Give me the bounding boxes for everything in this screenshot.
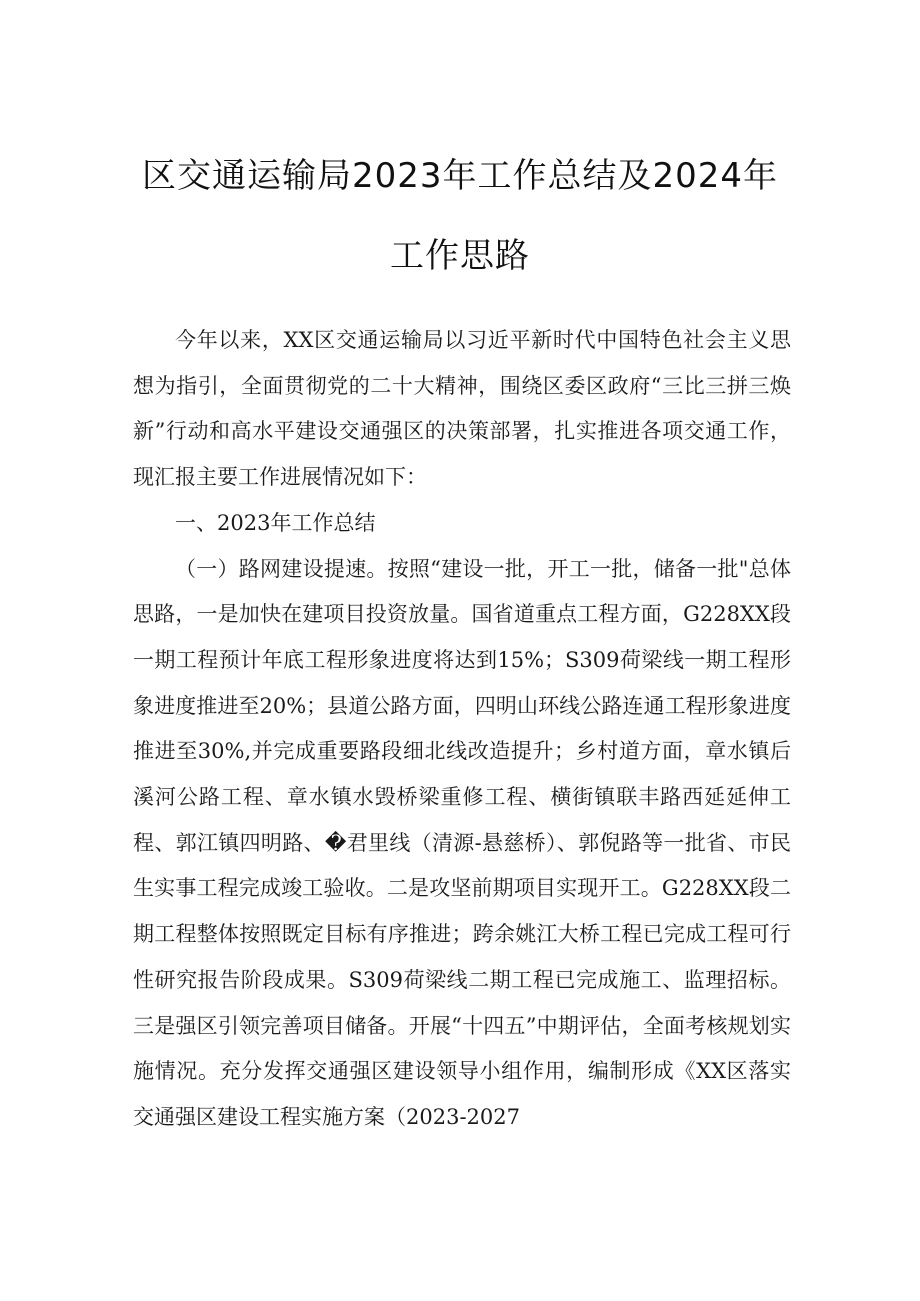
section-heading: 一、2023年工作总结 — [175, 510, 376, 535]
intro-paragraph: 今年以来，XX区交通运输局以习近平新时代中国特色社会主义思想为指引，全面贯彻党的二十大精神，围绕区委区政府“三比三拼三焕新”行动和高水平建设交通强区的决策部署，扎实推进各项交通工作，现汇报主要工作进展情况如下： — [133, 328, 791, 490]
road-network-paragraph: （一）路网建设提速。按照“建设一批，开工一批，储备一批"总体思路，一是加快在建项目投资放量。国省道重点工程方面，G228XX段一期工程预计年底工程形象进度将达到15%；S309荷梁线一期工程形象进度推进至20%；县道公路方面，四明山环线公路连通工程形象进度推进至30%,并完成重要路段细北线改造提升；乡村道方面，章水镇后溪河公路工程、章水镇水毁桥梁重修工程、横街镇联丰路西延延伸工程、郭江镇四明路、�君里线（清源-悬慈桥）、郭倪路等一批省、市民生实事工程完成竣工验收。二是攻坚前期项目实现开工。G228XX段二期工程整体按照既定目标有序推进；跨余姚江大桥工程已完成工程可行性研究报告阶段成果。S309荷梁线二期工程已完成施工、监理招标。三是强区引领完善项目储备。开展“十四五”中期评估，全面考核规划实施情况。充分发挥交通强区建设领导小组作用，编制形成《XX区落实交通强区建设工程实施方案（2023-2027 — [133, 556, 791, 1129]
document-body — [133, 318, 791, 1141]
document-title-line-2: 工作思路 — [390, 236, 530, 276]
document-title-line-1: 区交通运输局2023年工作总结及2024年 — [141, 156, 779, 196]
